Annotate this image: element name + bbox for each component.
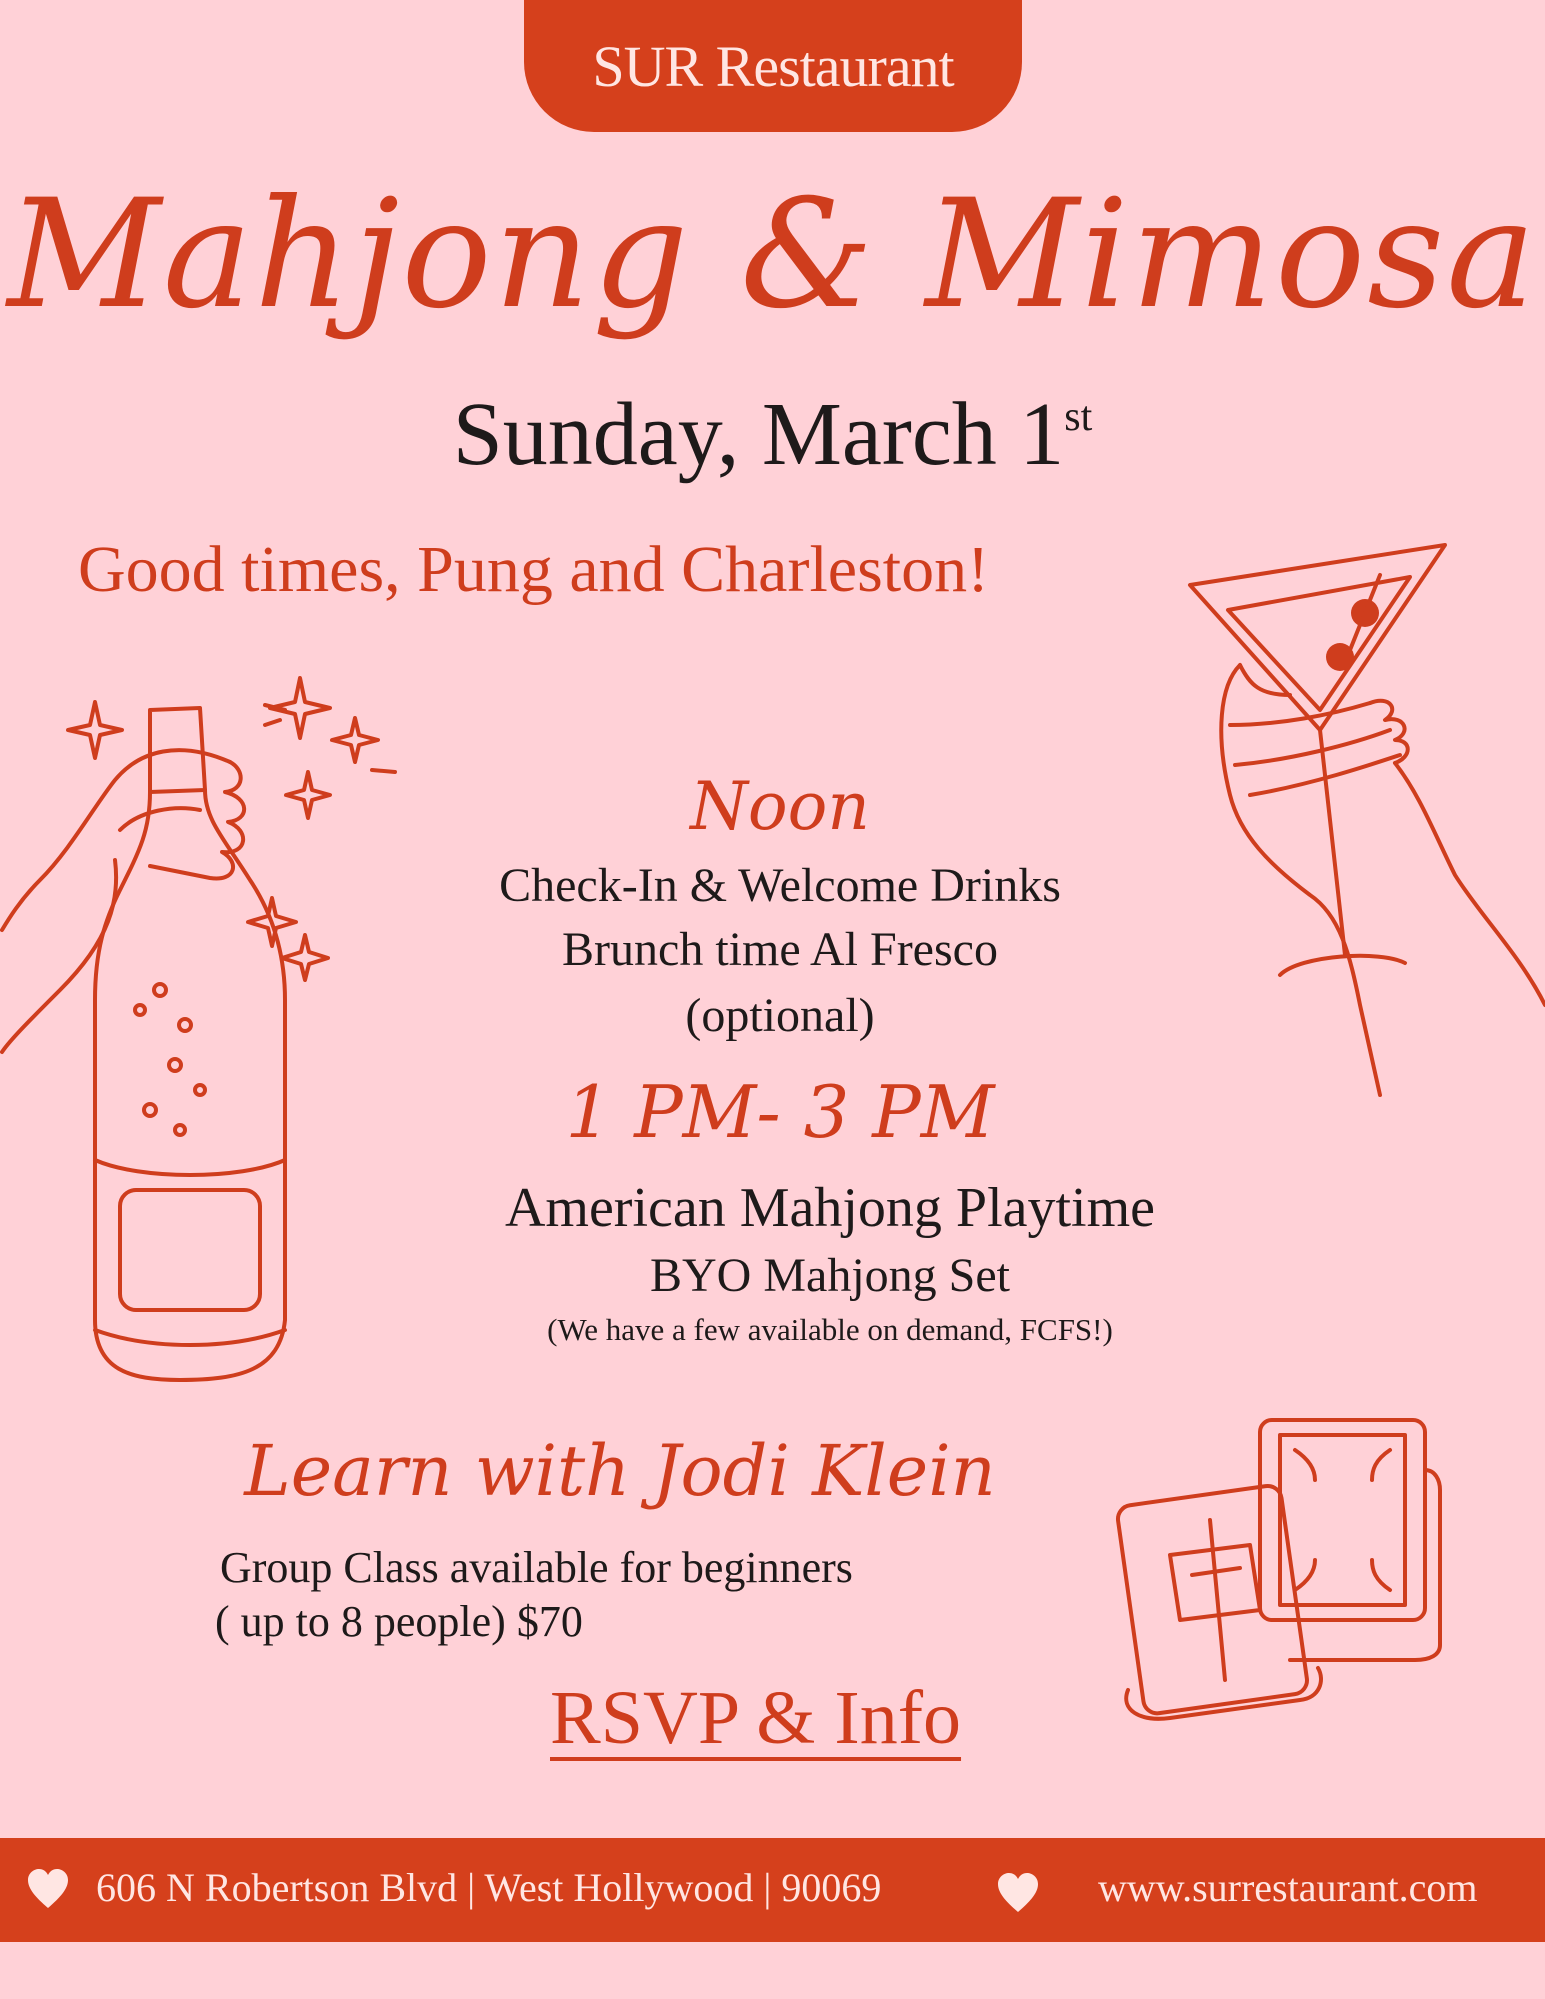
event-date-suffix: st [1064, 394, 1093, 440]
event-tagline: Good times, Pung and Charleston! [78, 533, 990, 606]
footer-address: 606 N Robertson Blvd | West Hollywood | 90069 [96, 1865, 882, 1910]
noon-line-3: (optional) [685, 989, 875, 1042]
afternoon-line-1: American Mahjong Playtime [504, 1177, 1156, 1239]
heart-icon [26, 1868, 70, 1910]
champagne-bottle-icon [0, 680, 420, 1400]
event-date-main: Sunday, March 1 [452, 385, 1065, 484]
noon-line-2: Brunch time Al Fresco [562, 923, 998, 976]
event-title: Mahjong & Mimosa [7, 168, 1538, 342]
afternoon-line-2: BYO Mahjong Set [650, 1249, 1010, 1302]
noon-heading: Noon [690, 768, 870, 845]
event-date [0, 385, 1545, 485]
lesson-heading: Learn with Jodi Klein [244, 1430, 996, 1512]
rsvp-link[interactable]: RSVP & Info [550, 1676, 962, 1760]
mahjong-tiles-icon [1110, 1410, 1450, 1730]
restaurant-name: SUR Restaurant [592, 33, 954, 99]
noon-line-1: Check-In & Welcome Drinks [499, 859, 1061, 912]
martini-glass-icon [1180, 535, 1545, 1095]
lesson-line-2: ( up to 8 people) $70 [215, 1597, 583, 1646]
lesson-line-1: Group Class available for beginners [220, 1543, 853, 1592]
heart-icon [996, 1872, 1040, 1914]
restaurant-banner [524, 0, 1022, 132]
footer-website-link[interactable]: www.surrestaurant.com [1098, 1865, 1478, 1910]
afternoon-heading: 1 PM- 3 PM [565, 1070, 995, 1154]
footer-bar [0, 1838, 1545, 1942]
afternoon-line-3: (We have a few available on demand, FCFS!) [547, 1312, 1113, 1347]
